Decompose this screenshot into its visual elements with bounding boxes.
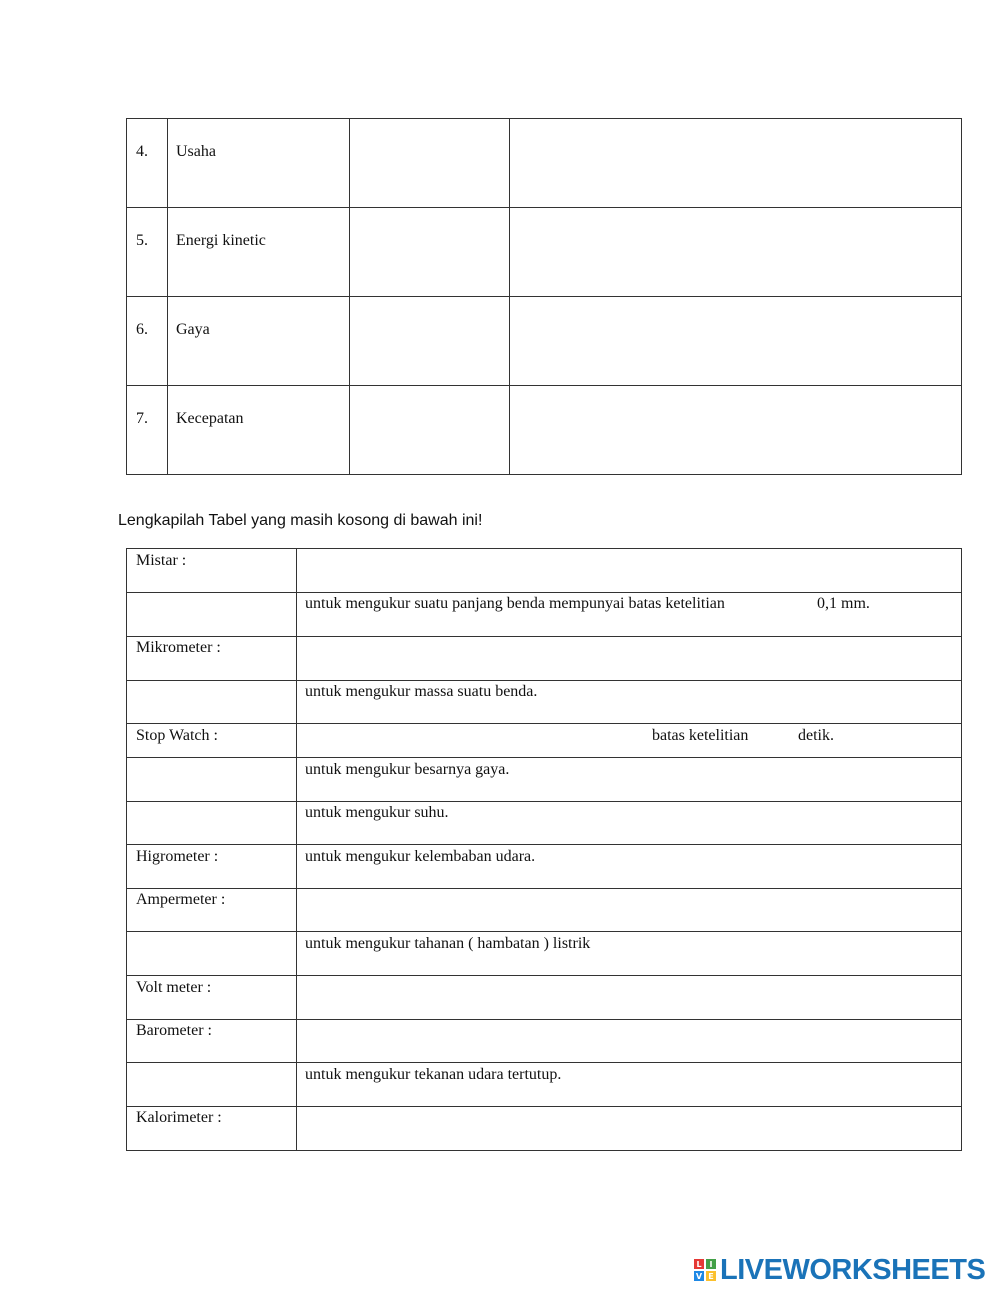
tool-label-cell[interactable] bbox=[126, 1062, 297, 1107]
tool-desc-cell[interactable] bbox=[296, 636, 962, 681]
answer-cell[interactable] bbox=[349, 296, 510, 386]
tool-label: Barometer : bbox=[136, 1022, 212, 1039]
tool-label: Volt meter : bbox=[136, 979, 212, 996]
table-row-number-cell bbox=[126, 385, 168, 475]
quantity-name: Energi kinetic bbox=[176, 232, 266, 249]
tool-label-cell[interactable] bbox=[126, 680, 297, 724]
tool-label: Stop Watch : bbox=[136, 727, 218, 744]
quantity-name: Usaha bbox=[176, 143, 216, 160]
tool-label: Higrometer : bbox=[136, 848, 219, 865]
table-row-name-cell bbox=[167, 296, 350, 386]
answer-cell[interactable] bbox=[349, 385, 510, 475]
tool-desc: untuk mengukur suhu. bbox=[305, 804, 449, 821]
tool-desc-cell[interactable] bbox=[296, 548, 962, 593]
logo-letter: V bbox=[695, 1271, 703, 1281]
tool-precision-unit: detik. bbox=[798, 727, 834, 744]
tool-desc: untuk mengukur kelembaban udara. bbox=[305, 848, 536, 865]
tool-precision-label: batas ketelitian bbox=[652, 727, 749, 744]
tool-label-cell[interactable] bbox=[126, 757, 297, 802]
answer-cell[interactable] bbox=[509, 207, 962, 297]
table-row-number-cell bbox=[126, 118, 168, 208]
table-row-number-cell bbox=[126, 296, 168, 386]
answer-cell[interactable] bbox=[349, 118, 510, 208]
tool-label: Mikrometer : bbox=[136, 639, 221, 656]
liveworksheets-logo bbox=[694, 1253, 985, 1287]
table-row-name-cell bbox=[167, 207, 350, 297]
tool-label: Kalorimeter : bbox=[136, 1109, 222, 1126]
answer-cell[interactable] bbox=[509, 118, 962, 208]
row-number: 4. bbox=[136, 143, 148, 160]
tool-desc-cell[interactable] bbox=[296, 1019, 962, 1063]
tool-label-cell[interactable] bbox=[126, 931, 297, 976]
tool-desc-cell[interactable] bbox=[296, 975, 962, 1020]
tool-label: Ampermeter : bbox=[136, 891, 226, 908]
tool-desc: untuk mengukur besarnya gaya. bbox=[305, 761, 510, 778]
quantity-name: Kecepatan bbox=[176, 410, 244, 427]
logo-grid-icon bbox=[694, 1259, 716, 1281]
instruction-text: Lengkapilah Tabel yang masih kosong di bawah ini! bbox=[118, 512, 483, 529]
tool-label: Mistar : bbox=[136, 552, 187, 569]
logo-letter: L bbox=[694, 1259, 704, 1269]
logo-letter: I bbox=[706, 1259, 716, 1269]
tool-desc: untuk mengukur suatu panjang benda mempunyai batas ketelitian bbox=[305, 595, 725, 612]
tool-desc-cell[interactable] bbox=[296, 1106, 962, 1151]
logo-text: LIVEWORKSHEETS bbox=[720, 1253, 986, 1286]
tool-desc-cell[interactable] bbox=[296, 723, 962, 758]
tool-desc: untuk mengukur tekanan udara tertutup. bbox=[305, 1066, 562, 1083]
tool-label-cell[interactable] bbox=[126, 592, 297, 637]
row-number: 6. bbox=[136, 321, 148, 338]
answer-cell[interactable] bbox=[509, 296, 962, 386]
table-row-name-cell bbox=[167, 118, 350, 208]
answer-cell[interactable] bbox=[349, 207, 510, 297]
tool-desc: untuk mengukur tahanan ( hambatan ) listrik bbox=[305, 935, 591, 952]
row-number: 7. bbox=[136, 410, 148, 427]
logo-letter: E bbox=[706, 1271, 716, 1281]
tool-precision: 0,1 mm. bbox=[817, 595, 870, 612]
tool-label-cell[interactable] bbox=[126, 801, 297, 845]
table-row-name-cell bbox=[167, 385, 350, 475]
quantity-name: Gaya bbox=[176, 321, 210, 338]
table-row-number-cell bbox=[126, 207, 168, 297]
tool-desc: untuk mengukur massa suatu benda. bbox=[305, 683, 538, 700]
row-number: 5. bbox=[136, 232, 148, 249]
tool-desc-cell[interactable] bbox=[296, 888, 962, 932]
answer-cell[interactable] bbox=[509, 385, 962, 475]
